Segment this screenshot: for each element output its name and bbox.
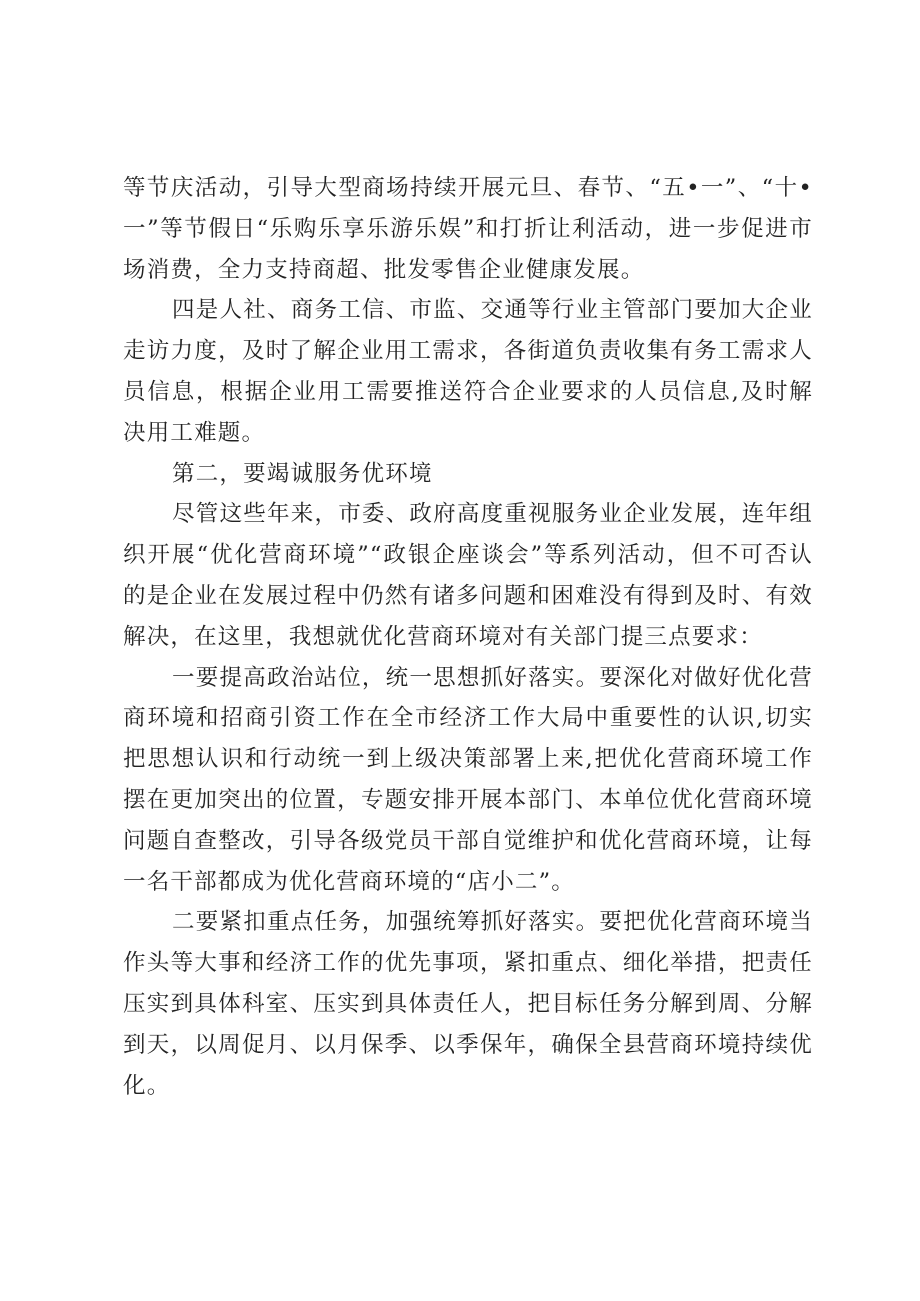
paragraph-business-environment-intro: 尽管这些年来，市委、政府高度重视服务业企业发展，连年组织开展“优化营商环境”“政银企座谈会”等系列活动，但不可否认的是企业在发展过程中仍然有诸多问题和困难没有得到及时、有效解决，在这里，我想就优化营商环境对有关部门提三点要求： [123, 501, 813, 650]
paragraph-requirement-one: 一要提高政治站位，统一思想抓好落实。要深化对做好优化营商环境和招商引资工作在全市经济工作大局中重要性的认识,切实把思想认识和行动统一到上级决策部署上来,把优化营商环境工作摆在更加突出的位置，专题安排开展本部门、本单位优化营商环境问题自查整改，引导各级党员干部自觉维护和优化营商环境，让每一名干部都成为优化营商环境的“店小二”。 [123, 664, 813, 895]
paragraph-festival-activities: 等节庆活动，引导大型商场持续开展元旦、春节、“五•一”、“十•一”等节假日“乐购乐享乐游乐娱”和打折让利活动，进一步促进市场消费，全力支持商超、批发零售企业健康发展。 [123, 175, 813, 283]
paragraph-requirement-two: 二要紧扣重点任务，加强统筹抓好落实。要把优化营商环境当作头等大事和经济工作的优先事项，紧扣重点、细化举措，把责任压实到具体科室、压实到具体责任人，把目标任务分解到周、分解到天，以周促月、以月保季、以季保年，确保全县营商环境持续优化。 [123, 909, 813, 1099]
paragraph-employment-services: 四是人社、商务工信、市监、交通等行业主管部门要加大企业走访力度，及时了解企业用工需求，各街道负责收集有务工需求人员信息，根据企业用工需要推送符合企业要求的人员信息,及时解决用工难题。 [123, 297, 813, 446]
section-heading-service-environment: 第二，要竭诚服务优环境 [172, 460, 433, 487]
document-body [123, 168, 813, 1106]
